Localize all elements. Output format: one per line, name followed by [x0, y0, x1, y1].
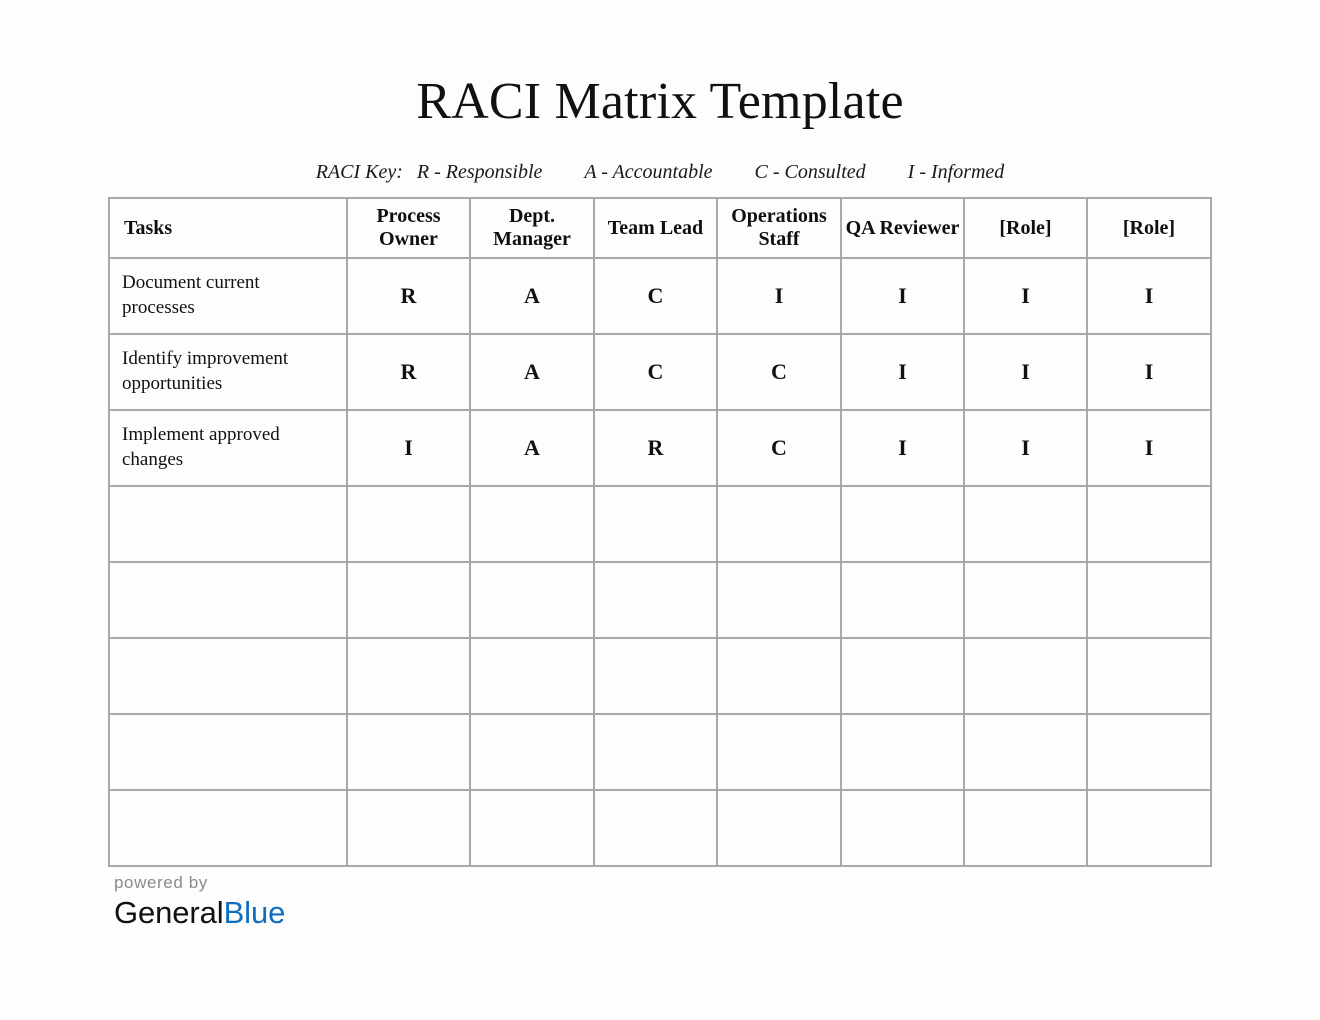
- raci-cell-role[interactable]: [964, 562, 1087, 638]
- raci-key-item-consulted: C - Consulted: [754, 161, 866, 183]
- raci-cell-qa-reviewer[interactable]: [841, 790, 964, 866]
- raci-cell-role[interactable]: [964, 714, 1087, 790]
- table-body: [109, 258, 1211, 866]
- page-title: RACI Matrix Template: [416, 73, 904, 130]
- raci-cell-role[interactable]: [964, 486, 1087, 562]
- raci-matrix-table-wrapper: [108, 197, 1210, 867]
- raci-cell-process-owner[interactable]: [347, 790, 470, 866]
- table-row: [109, 258, 1211, 334]
- table-row: [109, 790, 1211, 866]
- logo-text-blue: Blue: [223, 895, 286, 930]
- raci-cell-process-owner[interactable]: [347, 638, 470, 714]
- raci-cell-role[interactable]: I: [964, 410, 1087, 486]
- raci-cell-dept-manager[interactable]: [470, 638, 594, 714]
- raci-cell-role[interactable]: [1087, 562, 1211, 638]
- task-cell[interactable]: Document current processes: [109, 258, 347, 334]
- raci-cell-qa-reviewer[interactable]: I: [841, 334, 964, 410]
- raci-cell-role[interactable]: [1087, 714, 1211, 790]
- raci-cell-process-owner[interactable]: [347, 486, 470, 562]
- raci-matrix-table: [108, 197, 1212, 867]
- raci-cell-dept-manager[interactable]: [470, 714, 594, 790]
- raci-cell-dept-manager[interactable]: [470, 790, 594, 866]
- raci-cell-team-lead[interactable]: [594, 486, 717, 562]
- task-cell[interactable]: [109, 562, 347, 638]
- raci-cell-dept-manager[interactable]: [470, 562, 594, 638]
- table-row: [109, 638, 1211, 714]
- column-header-process-owner: Process Owner: [347, 198, 470, 258]
- raci-key-item-accountable: A - Accountable: [584, 161, 713, 183]
- raci-cell-dept-manager[interactable]: A: [470, 334, 594, 410]
- raci-cell-role[interactable]: I: [964, 334, 1087, 410]
- raci-cell-team-lead[interactable]: [594, 638, 717, 714]
- raci-cell-operations-staff[interactable]: C: [717, 334, 841, 410]
- raci-cell-operations-staff[interactable]: I: [717, 258, 841, 334]
- raci-cell-dept-manager[interactable]: A: [470, 410, 594, 486]
- table-row: [109, 486, 1211, 562]
- table-row: [109, 410, 1211, 486]
- table-row: [109, 714, 1211, 790]
- raci-cell-operations-staff[interactable]: [717, 790, 841, 866]
- raci-cell-team-lead[interactable]: C: [594, 334, 717, 410]
- generalblue-logo: [114, 897, 285, 930]
- column-header-dept-manager: Dept. Manager: [470, 198, 594, 258]
- raci-key-item-informed: I - Informed: [907, 161, 1005, 183]
- raci-cell-operations-staff[interactable]: [717, 486, 841, 562]
- table-header: [109, 198, 1211, 258]
- footer-branding: [114, 874, 285, 930]
- logo-text-general: General: [114, 895, 224, 930]
- raci-cell-team-lead[interactable]: [594, 714, 717, 790]
- raci-cell-team-lead[interactable]: C: [594, 258, 717, 334]
- raci-cell-process-owner[interactable]: I: [347, 410, 470, 486]
- raci-cell-process-owner[interactable]: R: [347, 334, 470, 410]
- raci-cell-role[interactable]: [964, 638, 1087, 714]
- raci-cell-role[interactable]: [1087, 790, 1211, 866]
- raci-cell-operations-staff[interactable]: [717, 562, 841, 638]
- raci-cell-role[interactable]: [964, 790, 1087, 866]
- raci-cell-qa-reviewer[interactable]: [841, 638, 964, 714]
- raci-cell-operations-staff[interactable]: [717, 638, 841, 714]
- task-cell[interactable]: [109, 714, 347, 790]
- powered-by-label: powered by: [114, 873, 208, 892]
- raci-cell-operations-staff[interactable]: C: [717, 410, 841, 486]
- column-header-tasks: Tasks: [109, 198, 347, 258]
- raci-cell-role[interactable]: I: [1087, 334, 1211, 410]
- raci-cell-role[interactable]: [1087, 638, 1211, 714]
- raci-cell-team-lead[interactable]: R: [594, 410, 717, 486]
- raci-cell-qa-reviewer[interactable]: I: [841, 258, 964, 334]
- task-cell[interactable]: Identify improvement opportunities: [109, 334, 347, 410]
- raci-cell-role[interactable]: I: [1087, 410, 1211, 486]
- task-cell[interactable]: Implement approved changes: [109, 410, 347, 486]
- raci-cell-qa-reviewer[interactable]: I: [841, 410, 964, 486]
- raci-cell-dept-manager[interactable]: A: [470, 258, 594, 334]
- raci-cell-qa-reviewer[interactable]: [841, 486, 964, 562]
- column-header-role-6: [Role]: [964, 198, 1087, 258]
- raci-cell-process-owner[interactable]: R: [347, 258, 470, 334]
- raci-cell-team-lead[interactable]: [594, 562, 717, 638]
- task-cell[interactable]: [109, 638, 347, 714]
- raci-cell-process-owner[interactable]: [347, 562, 470, 638]
- header-row: [109, 198, 1211, 258]
- task-cell[interactable]: [109, 790, 347, 866]
- raci-cell-role[interactable]: I: [964, 258, 1087, 334]
- raci-key-label: RACI Key:: [315, 161, 403, 183]
- raci-key-item-responsible: R - Responsible: [416, 161, 543, 183]
- task-cell[interactable]: [109, 486, 347, 562]
- column-header-team-lead: Team Lead: [594, 198, 717, 258]
- raci-cell-role[interactable]: [1087, 486, 1211, 562]
- raci-key-legend: [0, 161, 1320, 184]
- raci-cell-qa-reviewer[interactable]: [841, 562, 964, 638]
- column-header-qa-reviewer: QA Reviewer: [841, 198, 964, 258]
- table-row: [109, 562, 1211, 638]
- raci-cell-process-owner[interactable]: [347, 714, 470, 790]
- raci-cell-operations-staff[interactable]: [717, 714, 841, 790]
- table-row: [109, 334, 1211, 410]
- column-header-operations-staff: Operations Staff: [717, 198, 841, 258]
- column-header-role-7: [Role]: [1087, 198, 1211, 258]
- raci-cell-qa-reviewer[interactable]: [841, 714, 964, 790]
- raci-cell-dept-manager[interactable]: [470, 486, 594, 562]
- raci-cell-role[interactable]: I: [1087, 258, 1211, 334]
- raci-cell-team-lead[interactable]: [594, 790, 717, 866]
